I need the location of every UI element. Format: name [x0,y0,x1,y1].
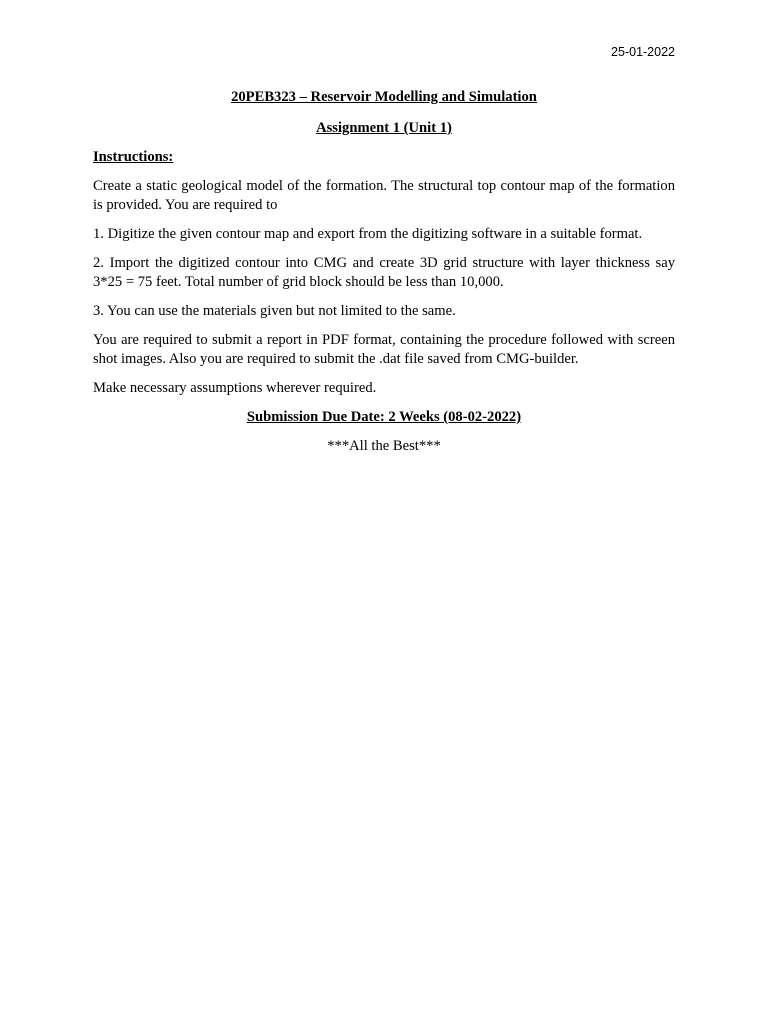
report-requirement-paragraph: You are required to submit a report in PDF format, containing the procedure followed with screen shot images. Also you are required to submit the .dat file saved from CMG-builder. [93,332,675,367]
assumptions-paragraph: Make necessary assumptions wherever required. [93,380,377,396]
instruction-step-3: 3. You can use the materials given but not limited to the same. [93,303,456,319]
document-body [93,88,675,456]
instructions-heading: Instructions: [93,149,174,165]
instruction-step-2: 2. Import the digitized contour into CMG and create 3D grid structure with layer thickness say 3*25 = 75 feet. Total number of grid block should be less than 10,000. [93,255,675,290]
intro-paragraph: Create a static geological model of the formation. The structural top contour map of the formation is provided. You are required to [93,178,675,213]
submission-due-date: Submission Due Date: 2 Weeks (08-02-2022) [246,409,522,425]
closing-remark: ***All the Best*** [327,438,441,454]
assignment-title: Assignment 1 (Unit 1) [316,120,452,136]
document-date: 25-01-2022 [611,45,675,59]
course-title: 20PEB323 – Reservoir Modelling and Simulation [231,89,537,105]
instruction-step-1: 1. Digitize the given contour map and export from the digitizing software in a suitable format. [93,226,643,242]
